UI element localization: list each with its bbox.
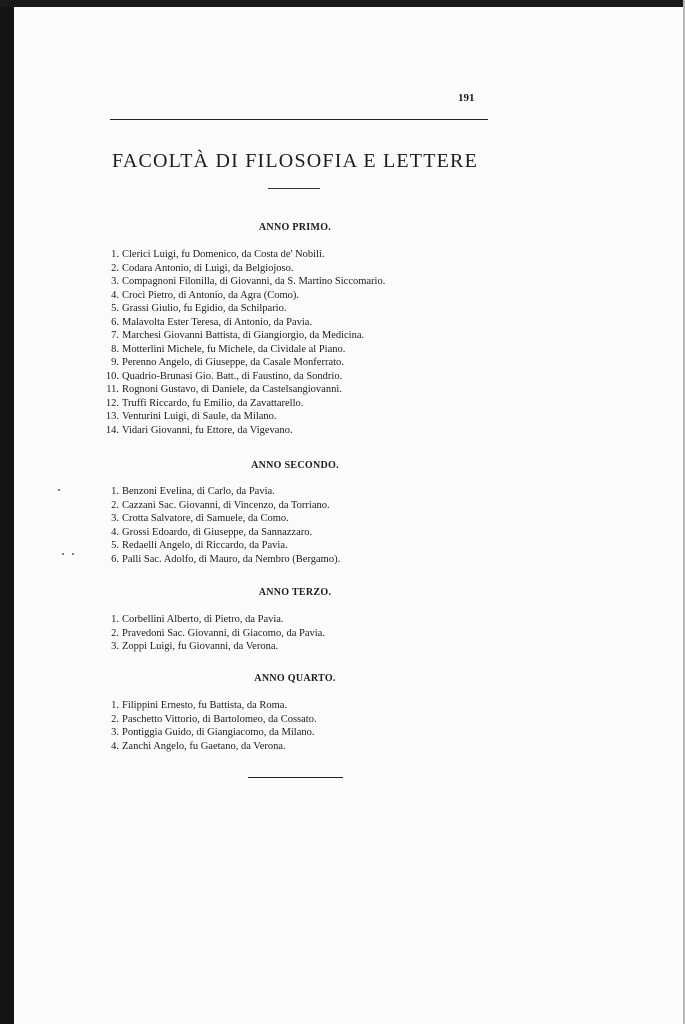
section-heading-anno-secondo: ANNO SECONDO. bbox=[251, 460, 339, 471]
list-item bbox=[100, 553, 340, 567]
entry-number: 2. bbox=[111, 627, 119, 639]
entry-text: Redaelli Angelo, di Riccardo, da Pavia. bbox=[122, 540, 288, 551]
list-item bbox=[100, 275, 385, 289]
entry-number: 7. bbox=[111, 330, 119, 341]
entry-number: 1. bbox=[111, 614, 119, 625]
entry-number: 1. bbox=[111, 486, 119, 497]
entry-number: 10. bbox=[105, 370, 119, 382]
entry-text: Rognoni Gustavo, di Daniele, da Castelsangiovanni. bbox=[122, 384, 342, 395]
list-item bbox=[100, 740, 317, 754]
section-heading-anno-terzo: ANNO TERZO. bbox=[258, 587, 332, 598]
list-item bbox=[100, 539, 340, 553]
list-item bbox=[100, 262, 385, 276]
page-title: FACOLTÀ DI FILOSOFIA E LETTERE bbox=[112, 150, 478, 172]
entry-text: Clerici Luigi, fu Domenico, da Costa de' Nobili. bbox=[122, 249, 325, 260]
entry-text: Croci Pietro, di Antonio, da Agra (Como). bbox=[122, 289, 300, 301]
section-list-anno-primo bbox=[100, 248, 385, 437]
entry-number: 3. bbox=[111, 513, 119, 524]
title-underline bbox=[268, 188, 320, 189]
entry-text: Vidari Giovanni, fu Ettore, da Vigevano. bbox=[122, 424, 293, 436]
entry-number: 14. bbox=[105, 424, 119, 436]
closing-rule bbox=[248, 777, 343, 778]
section-list-anno-terzo bbox=[100, 613, 325, 654]
entry-text: Quadrio-Brunasi Gio. Batt., di Faustino, da Sondrio. bbox=[122, 370, 343, 382]
entry-text: Cazzani Sac. Giovanni, di Vincenzo, da Torriano. bbox=[122, 499, 330, 511]
entry-number: 3. bbox=[111, 641, 119, 652]
list-item bbox=[100, 356, 385, 370]
entry-text: Crotta Salvatore, di Samuele, da Como. bbox=[122, 513, 289, 524]
entry-number: 8. bbox=[111, 343, 119, 355]
page-number: 191 bbox=[458, 92, 475, 104]
list-item bbox=[100, 424, 385, 438]
entry-text: Zanchi Angelo, fu Gaetano, da Verona. bbox=[122, 740, 286, 752]
entry-text: Zoppi Luigi, fu Giovanni, da Verona. bbox=[122, 641, 279, 652]
entry-text: Pontiggia Guido, di Giangiacomo, da Milano. bbox=[122, 727, 315, 738]
list-item bbox=[100, 289, 385, 303]
list-item bbox=[100, 329, 385, 343]
entry-number: 6. bbox=[111, 553, 119, 565]
list-item bbox=[100, 526, 340, 540]
section-heading-anno-primo: ANNO PRIMO. bbox=[258, 222, 332, 233]
list-item bbox=[100, 613, 325, 627]
scan-top-edge bbox=[0, 0, 685, 7]
entry-number: 4. bbox=[111, 740, 119, 752]
entry-number: 13. bbox=[105, 411, 119, 422]
entry-number: 2. bbox=[111, 262, 119, 274]
list-item bbox=[100, 302, 385, 316]
entry-text: Filippini Ernesto, fu Battista, da Roma. bbox=[122, 700, 288, 711]
list-item bbox=[100, 512, 340, 526]
entry-number: 5. bbox=[111, 540, 119, 551]
entry-text: Motterlini Michele, fu Michele, da Cividale al Piano. bbox=[122, 343, 346, 355]
section-heading-anno-quarto: ANNO QUARTO. bbox=[254, 673, 336, 684]
list-item bbox=[100, 343, 385, 357]
entry-text: Malavolta Ester Teresa, di Antonio, da Pavia. bbox=[122, 316, 313, 328]
entry-text: Corbellini Alberto, di Pietro, da Pavia. bbox=[122, 614, 284, 625]
entry-text: Compagnoni Filonilla, di Giovanni, da S. Martino Siccomario. bbox=[122, 276, 386, 287]
entry-text: Venturini Luigi, di Saule, da Milano. bbox=[122, 411, 277, 422]
list-item bbox=[100, 499, 340, 513]
list-item bbox=[100, 370, 385, 384]
list-item bbox=[100, 410, 385, 424]
list-item bbox=[100, 640, 325, 654]
entry-text: Palli Sac. Adolfo, di Mauro, da Nembro (Bergamo). bbox=[122, 553, 341, 565]
list-item bbox=[100, 699, 317, 713]
entry-number: 4. bbox=[111, 526, 119, 538]
entry-number: 6. bbox=[111, 316, 119, 328]
scan-speck bbox=[58, 489, 60, 491]
entry-text: Marchesi Giovanni Battista, di Giangiorgio, da Medicina. bbox=[122, 330, 365, 341]
entry-number: 5. bbox=[111, 303, 119, 314]
entry-number: 1. bbox=[111, 700, 119, 711]
entry-text: Paschetto Vittorio, di Bartolomeo, da Cossato. bbox=[122, 713, 317, 725]
entry-text: Benzoni Evelina, di Carlo, da Pavia. bbox=[122, 486, 275, 497]
entry-number: 1. bbox=[111, 249, 119, 260]
list-item bbox=[100, 383, 385, 397]
list-item bbox=[100, 485, 340, 499]
list-item bbox=[100, 316, 385, 330]
list-item bbox=[100, 627, 325, 641]
list-item bbox=[100, 713, 317, 727]
list-item bbox=[100, 397, 385, 411]
entry-number: 2. bbox=[111, 713, 119, 725]
entry-number: 4. bbox=[111, 289, 119, 301]
entry-text: Grassi Giulio, fu Egidio, da Schilpario. bbox=[122, 303, 287, 314]
entry-text: Grossi Edoardo, di Giuseppe, da Sannazzaro. bbox=[122, 526, 313, 538]
entry-number: 11. bbox=[106, 384, 119, 395]
entry-number: 3. bbox=[111, 276, 119, 287]
section-list-anno-secondo bbox=[100, 485, 340, 566]
scan-binding-edge bbox=[0, 0, 14, 1024]
scan-speck bbox=[72, 553, 74, 555]
entry-text: Pravedoni Sac. Giovanni, di Giacomo, da Pavia. bbox=[122, 627, 325, 639]
list-item bbox=[100, 248, 385, 262]
entry-number: 9. bbox=[111, 357, 119, 368]
list-item bbox=[100, 726, 317, 740]
entry-text: Truffi Riccardo, fu Emilio, da Zavattarello. bbox=[122, 397, 304, 409]
entry-number: 2. bbox=[111, 499, 119, 511]
entry-number: 12. bbox=[105, 397, 119, 409]
section-list-anno-quarto bbox=[100, 699, 317, 753]
entry-text: Perenno Angelo, di Giuseppe, da Casale Monferrato. bbox=[122, 357, 344, 368]
scan-speck bbox=[62, 553, 64, 555]
header-rule bbox=[110, 119, 488, 120]
entry-number: 3. bbox=[111, 727, 119, 738]
entry-text: Codara Antonio, di Luigi, da Belgiojoso. bbox=[122, 262, 294, 274]
